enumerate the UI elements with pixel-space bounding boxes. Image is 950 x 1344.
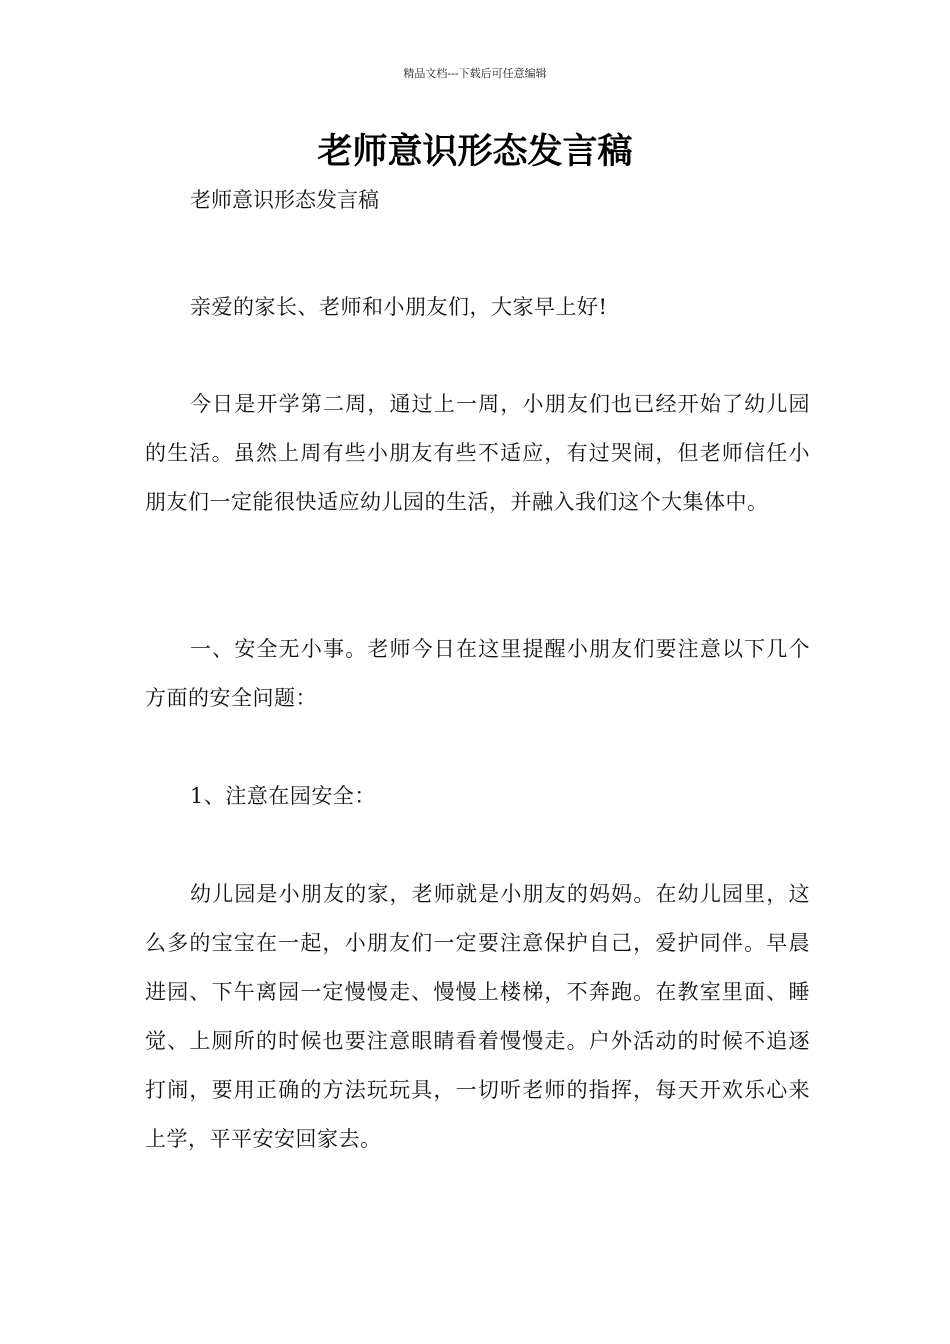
document-subtitle: 老师意识形态发言稿 — [190, 188, 379, 212]
paragraph-safety-heading: 一、安全无小事。老师今日在这里提醒小朋友们要注意以下几个方面的安全问题： — [145, 637, 810, 710]
paragraph-safety-detail: 幼儿园是小朋友的家，老师就是小朋友的妈妈。在幼儿园里，这么多的宝宝在一起，小朋友们一定要注意保护自己，爱护同伴。早晨进园、下午离园一定慢慢走、慢慢上楼梯，不奔跑。在教室里面、睡觉、上厕所的时候也要注意眼睛看着慢慢走。户外活动的时候不追逐打闹，要用正确的方法玩玩具，一切听老师的指挥，每天开欢乐心来上学，平平安安回家去。 — [145, 882, 810, 1151]
document-title: 老师意识形态发言稿 — [317, 131, 633, 172]
page-header: 精品文档---下载后可任意编辑 — [403, 67, 547, 80]
paragraph-intro: 今日是开学第二周，通过上一周，小朋友们也已经开始了幼儿园的生活。虽然上周有些小朋友有些不适应，有过哭闹，但老师信任小朋友们一定能很快适应幼儿园的生活，并融入我们这个大集体中。 — [145, 392, 810, 514]
paragraph-greeting: 亲爱的家长、老师和小朋友们，大家早上好! — [190, 295, 608, 319]
paragraph-safety-item-1: 1、注意在园安全： — [190, 784, 376, 808]
